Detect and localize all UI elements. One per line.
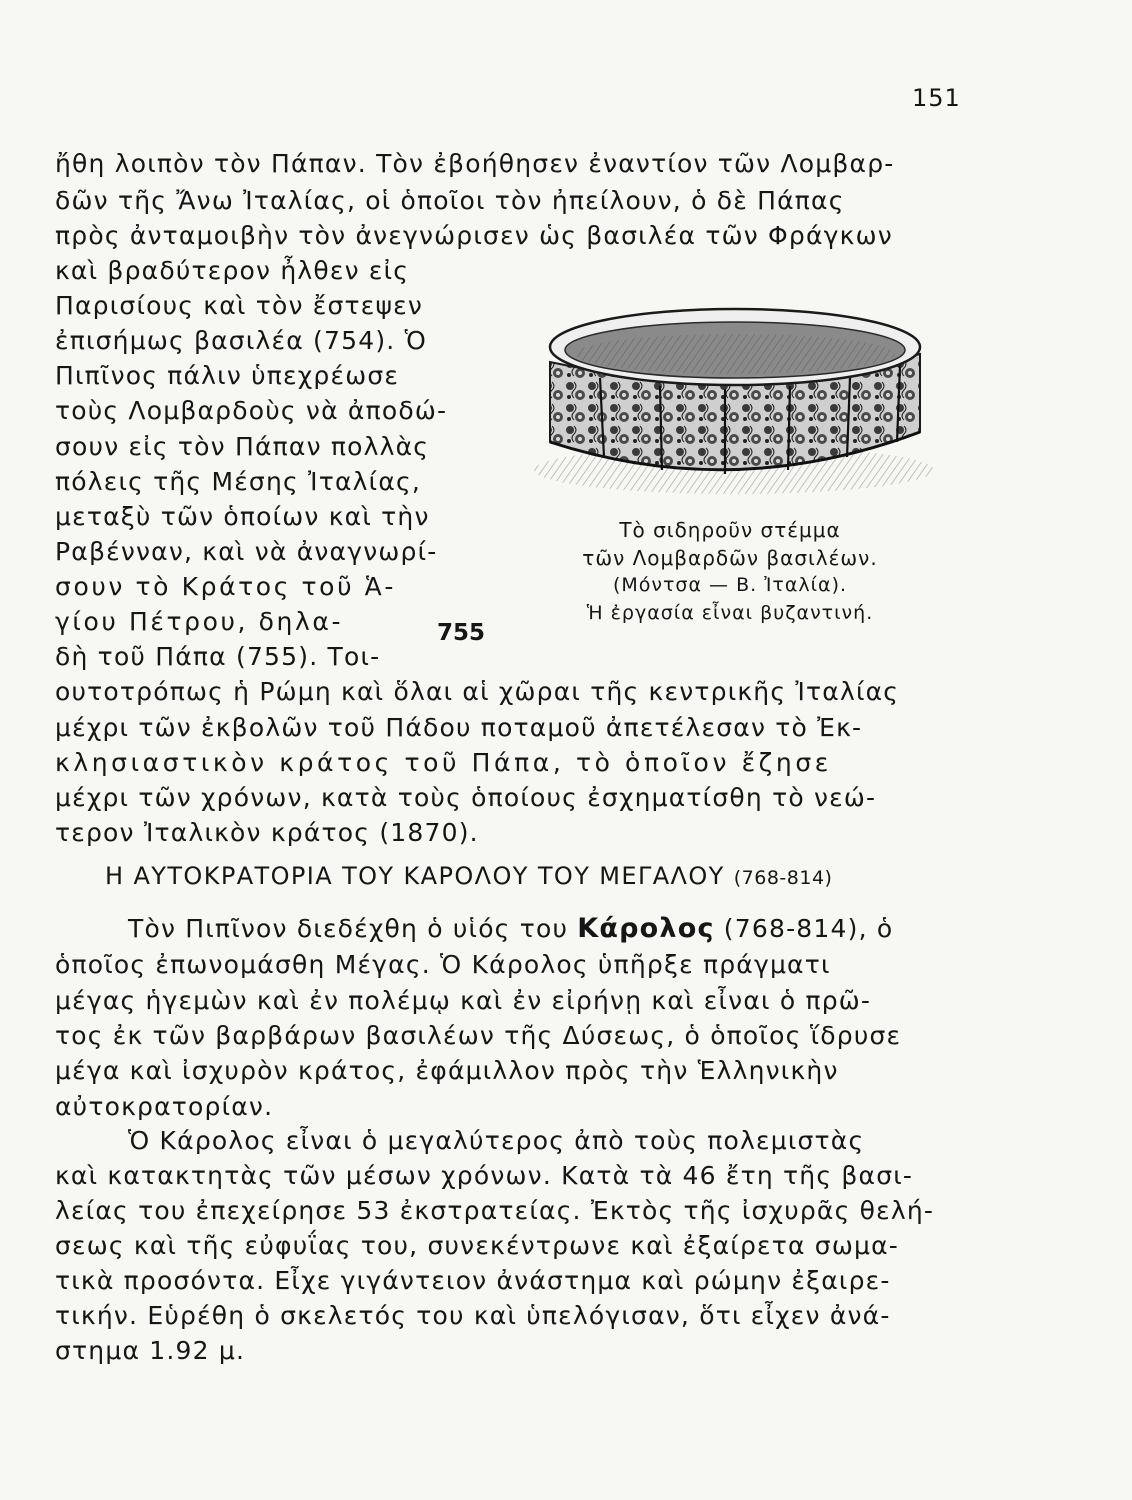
- text-line: τοὺς Λομβαρδοὺς νὰ ἀποδώ-: [55, 396, 448, 425]
- text-line: μέχρι τῶν ἐκβολῶν τοῦ Πάδου ποταμοῦ ἀπετέλεσαν τὸ Ἐκ-: [55, 713, 863, 742]
- text-line: ἤθη λοιπὸν τὸν Πάπαν. Τὸν ἐβοήθησεν ἐναντίον τῶν Λομβαρ-: [55, 149, 895, 178]
- text-line: τικὰ προσόντα. Εἶχε γιγάντειον ἀνάστημα καὶ ρώμην ἐξαιρε-: [55, 1266, 891, 1295]
- page-number: 151: [912, 84, 961, 112]
- text-line: λείας του ἐπεχείρησε 53 ἐκστρατείας. Ἐκτὸς τῆς ἰσχυρᾶς θελή-: [55, 1196, 935, 1225]
- section-heading: [105, 862, 832, 890]
- text-line: μεταξὺ τῶν ὁποίων καὶ τὴν: [55, 502, 430, 531]
- text-line: σουν τὸ Κράτος τοῦ Ἁ-: [55, 572, 397, 601]
- figure-caption-line: Τὸ σιδηροῦν στέμμα: [619, 518, 841, 542]
- text-line: μέχρι τῶν χρόνων, κατὰ τοὺς ὁποίους ἐσχηματίσθη τὸ νεώ-: [55, 783, 877, 812]
- text-line: τερον Ἰταλικὸν κράτος (1870).: [55, 818, 479, 847]
- text-line: κλησιαστικὸν κράτος τοῦ Πάπα, τὸ ὁποῖον ἔζησε: [55, 748, 832, 777]
- text-line: δὴ τοῦ Πάπα (755). Τοι-: [55, 642, 381, 671]
- emphasized-name: Κάρολος: [577, 913, 715, 944]
- section-heading-years: (768-814): [733, 867, 833, 889]
- text-line: ὁποῖος ἐπωνομάσθη Μέγας. Ὁ Κάρολος ὑπῆρξε πράγματι: [55, 950, 831, 979]
- text-line: [128, 914, 893, 944]
- text-line: καὶ βραδύτερον ἦλθεν εἰς: [55, 256, 410, 285]
- text-line: στημα 1.92 μ.: [55, 1336, 246, 1365]
- margin-year: 755: [437, 620, 486, 646]
- text-line: πόλεις τῆς Μέσης Ἰταλίας,: [55, 467, 422, 496]
- text-line: καὶ κατακτητὰς τῶν μέσων χρόνων. Κατὰ τὰ 46 ἔτη τῆς βασι-: [55, 1161, 914, 1190]
- text-line: Ὁ Κάρολος εἶναι ὁ μεγαλύτερος ἀπὸ τοὺς πολεμιστὰς: [128, 1126, 865, 1155]
- figure-caption-line: Ἡ ἐργασία εἶναι βυζαντινή.: [586, 602, 874, 624]
- text-line: σουν εἰς τὸν Πάπαν πολλὰς: [55, 432, 430, 461]
- figure-caption-line: τῶν Λομβαρδῶν βασιλέων.: [582, 546, 878, 570]
- text-line: Παρισίους καὶ τὸν ἔστεψεν: [55, 291, 424, 320]
- figure-caption-line: (Μόντσα — Β. Ἰταλία).: [612, 574, 848, 596]
- text-line: Πιπῖνος πάλιν ὑπεχρέωσε: [55, 361, 400, 390]
- text-line: Ραβένναν, καὶ νὰ ἀναγνωρί-: [55, 537, 438, 566]
- text-line: μέγας ἡγεμὼν καὶ ἐν πολέμῳ καὶ ἐν εἰρήνῃ καὶ εἶναι ὁ πρῶ-: [55, 986, 872, 1015]
- text-fragment: Τὸν Πιπῖνον διεδέχθη ὁ υἱός του: [128, 914, 578, 943]
- text-line: γίου Πέτρου, δηλα-: [55, 607, 344, 636]
- text-line: πρὸς ἀνταμοιβὴν τὸν ἀνεγνώρισεν ὡς βασιλέα τῶν Φράγκων: [55, 221, 893, 250]
- text-line: τικήν. Εὑρέθη ὁ σκελετός του καὶ ὑπελόγισαν, ὅτι εἶχεν ἀνά-: [55, 1301, 891, 1330]
- text-line: μέγα καὶ ἰσχυρὸν κράτος, ἐφάμιλλον πρὸς τὴν Ἑλληνικὴν: [55, 1056, 839, 1085]
- text-fragment: (768-814), ὁ: [714, 914, 894, 943]
- text-line: αὐτοκρατορίαν.: [55, 1092, 274, 1121]
- text-line: σεως καὶ τῆς εὐφυΐας του, συνεκέντρωνε καὶ ἐξαίρετα σωμα-: [55, 1231, 899, 1260]
- text-line: ουτοτρόπως ἡ Ρώμη καὶ ὅλαι αἱ χῶραι τῆς κεντρικῆς Ἰταλίας: [55, 677, 900, 706]
- text-line: τος ἐκ τῶν βαρβάρων βασιλέων τῆς Δύσεως, ὁ ὁποῖος ἵδρυσε: [55, 1021, 902, 1050]
- text-line: ἐπισήμως βασιλέα (754). Ὁ: [55, 326, 427, 355]
- text-line: δῶν τῆς Ἄνω Ἰταλίας, οἱ ὁποῖοι τὸν ἠπείλουν, ὁ δὲ Πάπας: [55, 186, 845, 215]
- iron-crown-illustration: [520, 292, 940, 502]
- section-heading-title: Η ΑΥΤΟΚΡΑΤΟΡΙΑ ΤΟΥ ΚΑΡΟΛΟΥ ΤΟΥ ΜΕΓΑΛΟΥ: [105, 862, 725, 890]
